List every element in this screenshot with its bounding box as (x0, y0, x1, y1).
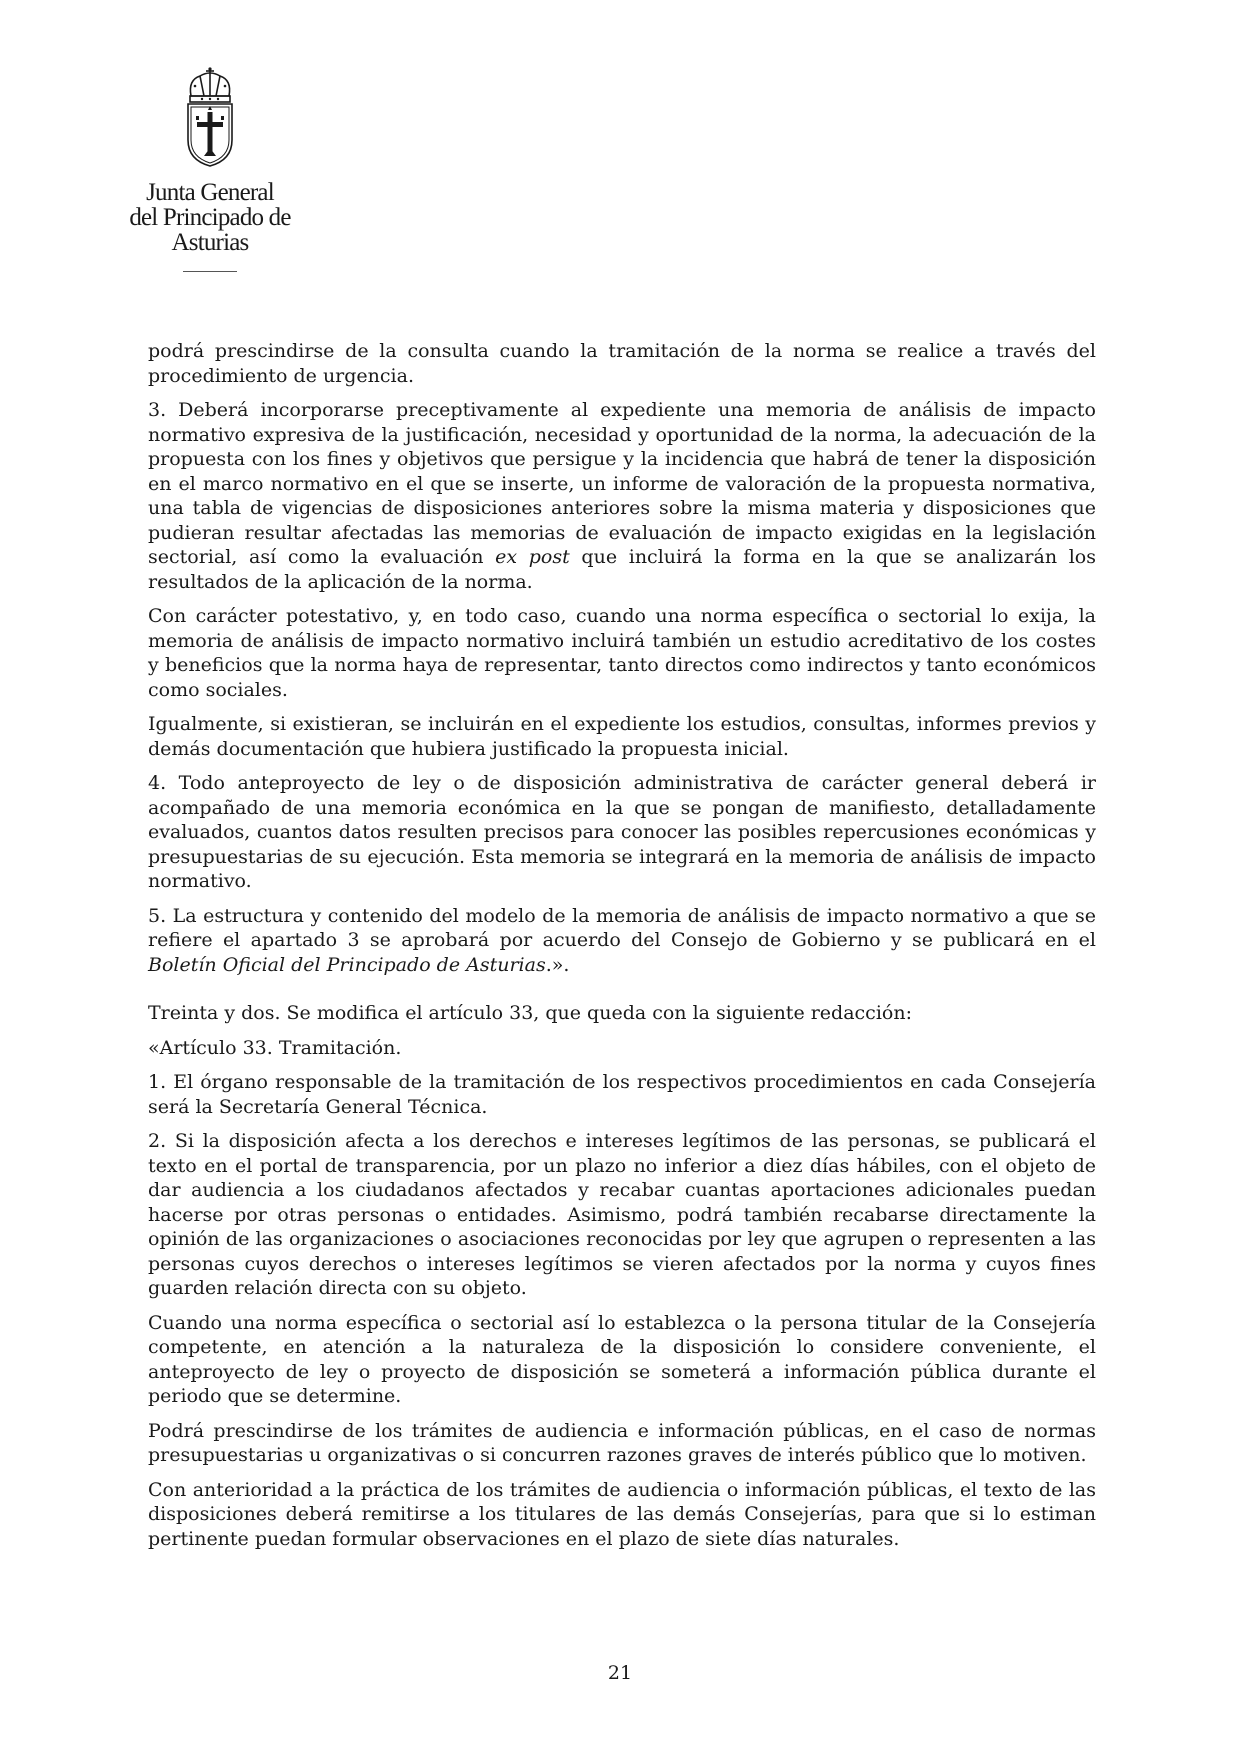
page-header (90, 66, 330, 272)
paragraph-section-3-tail: que incluirá la forma en la que se analizarán los resultados de la aplicación de la norma. (148, 546, 1096, 593)
boletin-oficial-title: Boletín Oficial del Principado de Asturias (148, 953, 546, 976)
paragraph-section-5-tail: .». (545, 953, 570, 976)
paragraph-additional-studies: Igualmente, si existieran, se incluirán en el expediente los estudios, consultas, informes previos y demás documentación que hubiera justificado la propuesta inicial. (148, 713, 1096, 760)
institution-name-line1: Junta General (146, 179, 274, 206)
coat-of-arms-icon (178, 66, 242, 170)
paragraph-treinta-y-dos: Treinta y dos. Se modifica el artículo 33, que queda con la siguiente redacción: (148, 1002, 912, 1024)
paragraph-continuation: podrá prescindirse de la consulta cuando la tramitación de la norma se realice a través del procedimiento de urgencia. (148, 340, 1096, 387)
paragraph-section-5 (148, 904, 1096, 978)
paragraph-section-5-text: 5. La estructura y contenido del modelo de la memoria de análisis de impacto normativo a que se refiere el apartado 3 se aprobará por acuerdo del Consejo de Gobierno y se publicará en el (148, 904, 1096, 951)
article-33-point-1: 1. El órgano responsable de la tramitación de los respectivos procedimientos en cada Consejería será la Secretaría General Técnica. (148, 1071, 1096, 1118)
article-33-heading: «Artículo 33. Tramitación. (148, 1036, 402, 1059)
paragraph-optional-costs: Con carácter potestativo, y, en todo caso, cuando una norma específica o sectorial lo exija, la memoria de análisis de impacto normativo incluirá también un estudio acreditativo de los costes y beneficios que la norma haya de representar, tanto directos como indirectos y tanto económicos como sociales. (148, 605, 1096, 701)
institution-name-line2: del Principado de Asturias (129, 204, 291, 256)
paragraph-prior-consultation: Con anterioridad a la práctica de los trámites de audiencia o información públicas, el texto de las disposiciones deberá remitirse a los titulares de las demás Consejerías, para que si lo estiman pertinente puedan formular observaciones en el plazo de siete días naturales. (148, 1478, 1096, 1550)
ex-post-term: ex post (495, 546, 570, 568)
document-body (148, 339, 1096, 1561)
paragraph-section-3-text: 3. Deberá incorporarse preceptivamente al expediente una memoria de análisis de impacto normativo expresiva de la justificación, necesidad y oportunidad de la norma, la adecuación de la propuesta con los fines y objetivos que persigue y la incidencia que habrá de tener la disposición en el marco normativo en el que se inserte, un informe de valoración de la propuesta normativa, una tabla de vigencias de disposiciones anteriores sobre la misma materia y disposiciones que pudieran resultar afectadas las memorias de evaluación de impacto exigidas en la legislación sectorial, así como la evaluación (148, 399, 1096, 568)
paragraph-public-information: Cuando una norma específica o sectorial así lo establezca o la persona titular de la Consejería competente, en atención a la naturaleza de la disposición lo considere conveniente, el anteproyecto de ley o proyecto de disposición se someterá a información pública durante el periodo que se determine. (148, 1311, 1096, 1407)
page-number: 21 (607, 1662, 633, 1684)
article-33-point-2: 2. Si la disposición afecta a los derechos e intereses legítimos de las personas, se publicará el texto en el portal de transparencia, por un plazo no inferior a diez días hábiles, con el objeto de dar audiencia a los ciudadanos afectados y recabar cuantas aportaciones adicionales puedan hacerse por otras personas o entidades. Asimismo, podrá también recabarse directamente la opinión de las organizaciones o asociaciones reconocidas por ley que agrupen o representen a las personas cuyos derechos o intereses legítimos se vieren afectados por la norma y cuyos fines guarden relación directa con su objeto. (148, 1130, 1096, 1299)
paragraph-section-4: 4. Todo anteproyecto de ley o de disposición administrativa de carácter general deberá ir acompañado de una memoria económica en la que se pongan de manifiesto, detalladamente evaluados, cuantos datos resulten precisos para conocer las posibles repercusiones económicas y presupuestarias de su ejecución. Esta memoria se integrará en la memoria de análisis de impacto normativo. (148, 772, 1096, 892)
paragraph-section-3 (148, 398, 1096, 594)
paragraph-dispense-hearing: Podrá prescindirse de los trámites de audiencia e información públicas, en el caso de normas presupuestarias u organizativas o si concurren razones graves de interés público que lo motiven. (148, 1419, 1096, 1466)
header-divider (183, 271, 237, 272)
